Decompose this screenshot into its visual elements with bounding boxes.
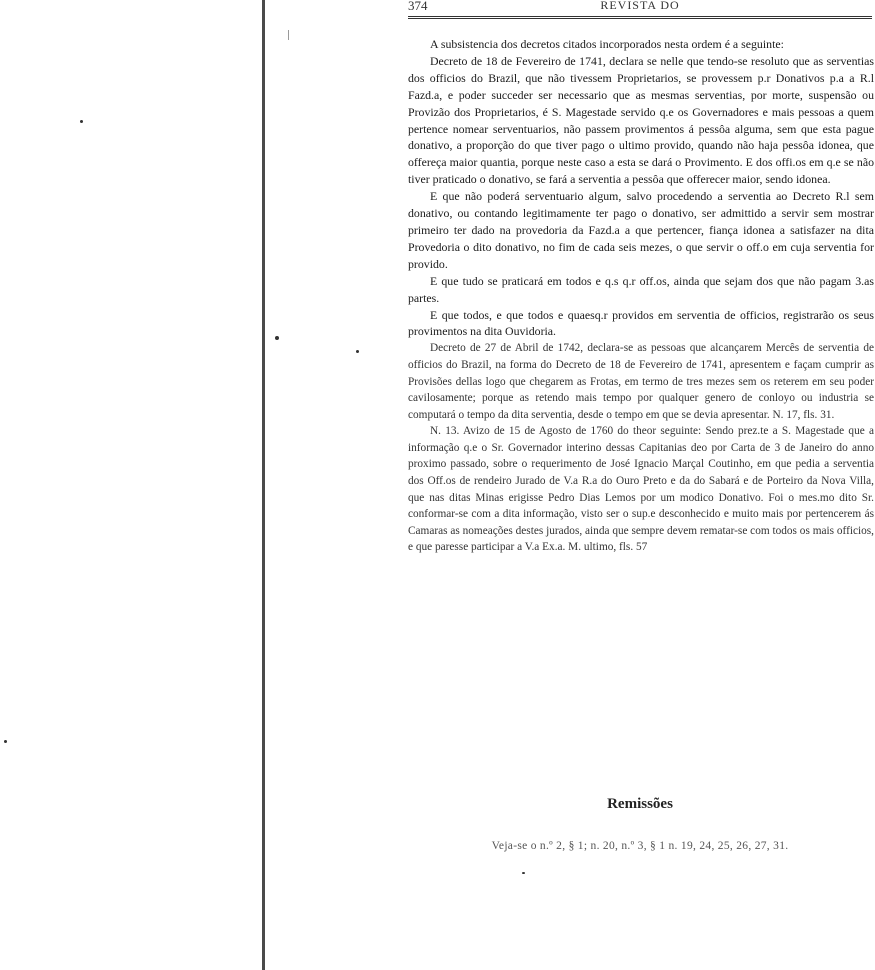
header-rule (408, 16, 872, 19)
scan-speck (80, 120, 83, 123)
running-title: REVISTA DO (600, 0, 680, 12)
paragraph-decree-1742: Decreto de 27 de Abril de 1742, declara-se as pessoas que alcançarem Mercês de serventia de officios do Brazil, na forma do Decreto de 18 de Fevereiro de 1741, apresentem e façam cumprir as Provisões dellas logo que chegarem as Frotas, em termo de tres mezes sem os reterem em seu poder cavilosamente; porque as retendo mais tempo por qualquer genero de conloyo ou industria se computará o tempo da dita serventia, desde o tempo em que se devia apresentar. N. 17, fls. 31. (408, 342, 874, 421)
scan-speck (4, 740, 7, 743)
binding-gutter-line (262, 0, 265, 970)
scan-speck (275, 336, 279, 340)
paragraph-decree-1741: Decreto de 18 de Fevereiro de 1741, declara se nelle que tendo-se resoluto que as serventias dos officios do Brazil, que não tivessem Proprietarios, se provessem p.r Donativos p.a a R.l Fazd.a, e poder succeder ser necessario que as mesmas serventias, por morte, suspensão ou Provizão dos Proprietarios, é S. Magestade servido q.e os Governadores e mais pessoas a quem pertence nomear serventuarios, não passem provimentos á pessôa alguma, sem que esta pague donativo, a proporção do que tiver pago o ultimo provido, quando não haja pessôa idonea, que offereça maior quantia, porque neste caso a esta se dará o Provimento. E dos offi.os em q.e se não tiver praticado o donativo, se fará a serventia a pessôa que offerecer maior, sendo idonea. (408, 53, 874, 187)
binding-mark (288, 30, 289, 40)
body-text (408, 36, 874, 556)
paragraph-praticara: E que tudo se praticará em todos e q.s q.r off.os, ainda que sejam dos que não pagam 3.as partes. (408, 273, 874, 305)
paragraph-serventuario: E que não poderá serventuario algum, salvo procedendo a serventia ao Decreto R.l sem donativo, ou contando legitimamente ter pago o donativo, ser admittido a servir sem mostrar primeiro ter dado na provedoria da Fazd.a a que pertencer, fiança idonea a satisfazer na dita Provedoria o dito donativo, no fim de cada seis mezes, o que servir o off.o em cuja serventia for provido. (408, 189, 874, 271)
paragraph-intro: A subsistencia dos decretos citados incorporados nesta ordem é a seguinte: (430, 37, 784, 51)
scan-speck (356, 350, 359, 353)
page-number: 374 (408, 0, 428, 13)
paragraph-registrarao: E que todos, e que todos e quaesq.r providos em serventia de officios, registrarão os seus provimentos na dita Ouvidoria. (408, 307, 874, 339)
remissoes-references: Veja-se o n.º 2, § 1; n. 20, n.º 3, § 1 n. 19, 24, 25, 26, 27, 31. (491, 840, 789, 852)
paragraph-avizo-1760: N. 13. Avizo de 15 de Agosto de 1760 do theor seguinte: Sendo prez.te a S. Magestade que a informação q.e o Sr. Governador interino dessas Capitanias deo por Carta de 3 de Janeiro do anno proximo passado, sobre o requerimento de José Ignacio Marçal Coutinho, em que pedia a serventia dos Off.os de rendeiro Jurado de V.a R.a do Ouro Preto e da do Sabará e de Porteiro da Nova Villa, que nas ditas Minas erigisse Pedro Dias Lemos por um modico Donativo. Foi o mes.mo dito Sr. conformar-se com a dita informação, visto ser o sup.e desconhecido e muito mais por pertencerem ás Camaras as nomeações destes jurados, ainda que sempre devem rematar-se com todos os mais officios, e que paresse participar a V.a Ex.a. M. ultimo, fls. 57 (408, 425, 874, 554)
scan-speck (522, 872, 525, 874)
section-title-remissoes: Remissões (607, 796, 673, 812)
